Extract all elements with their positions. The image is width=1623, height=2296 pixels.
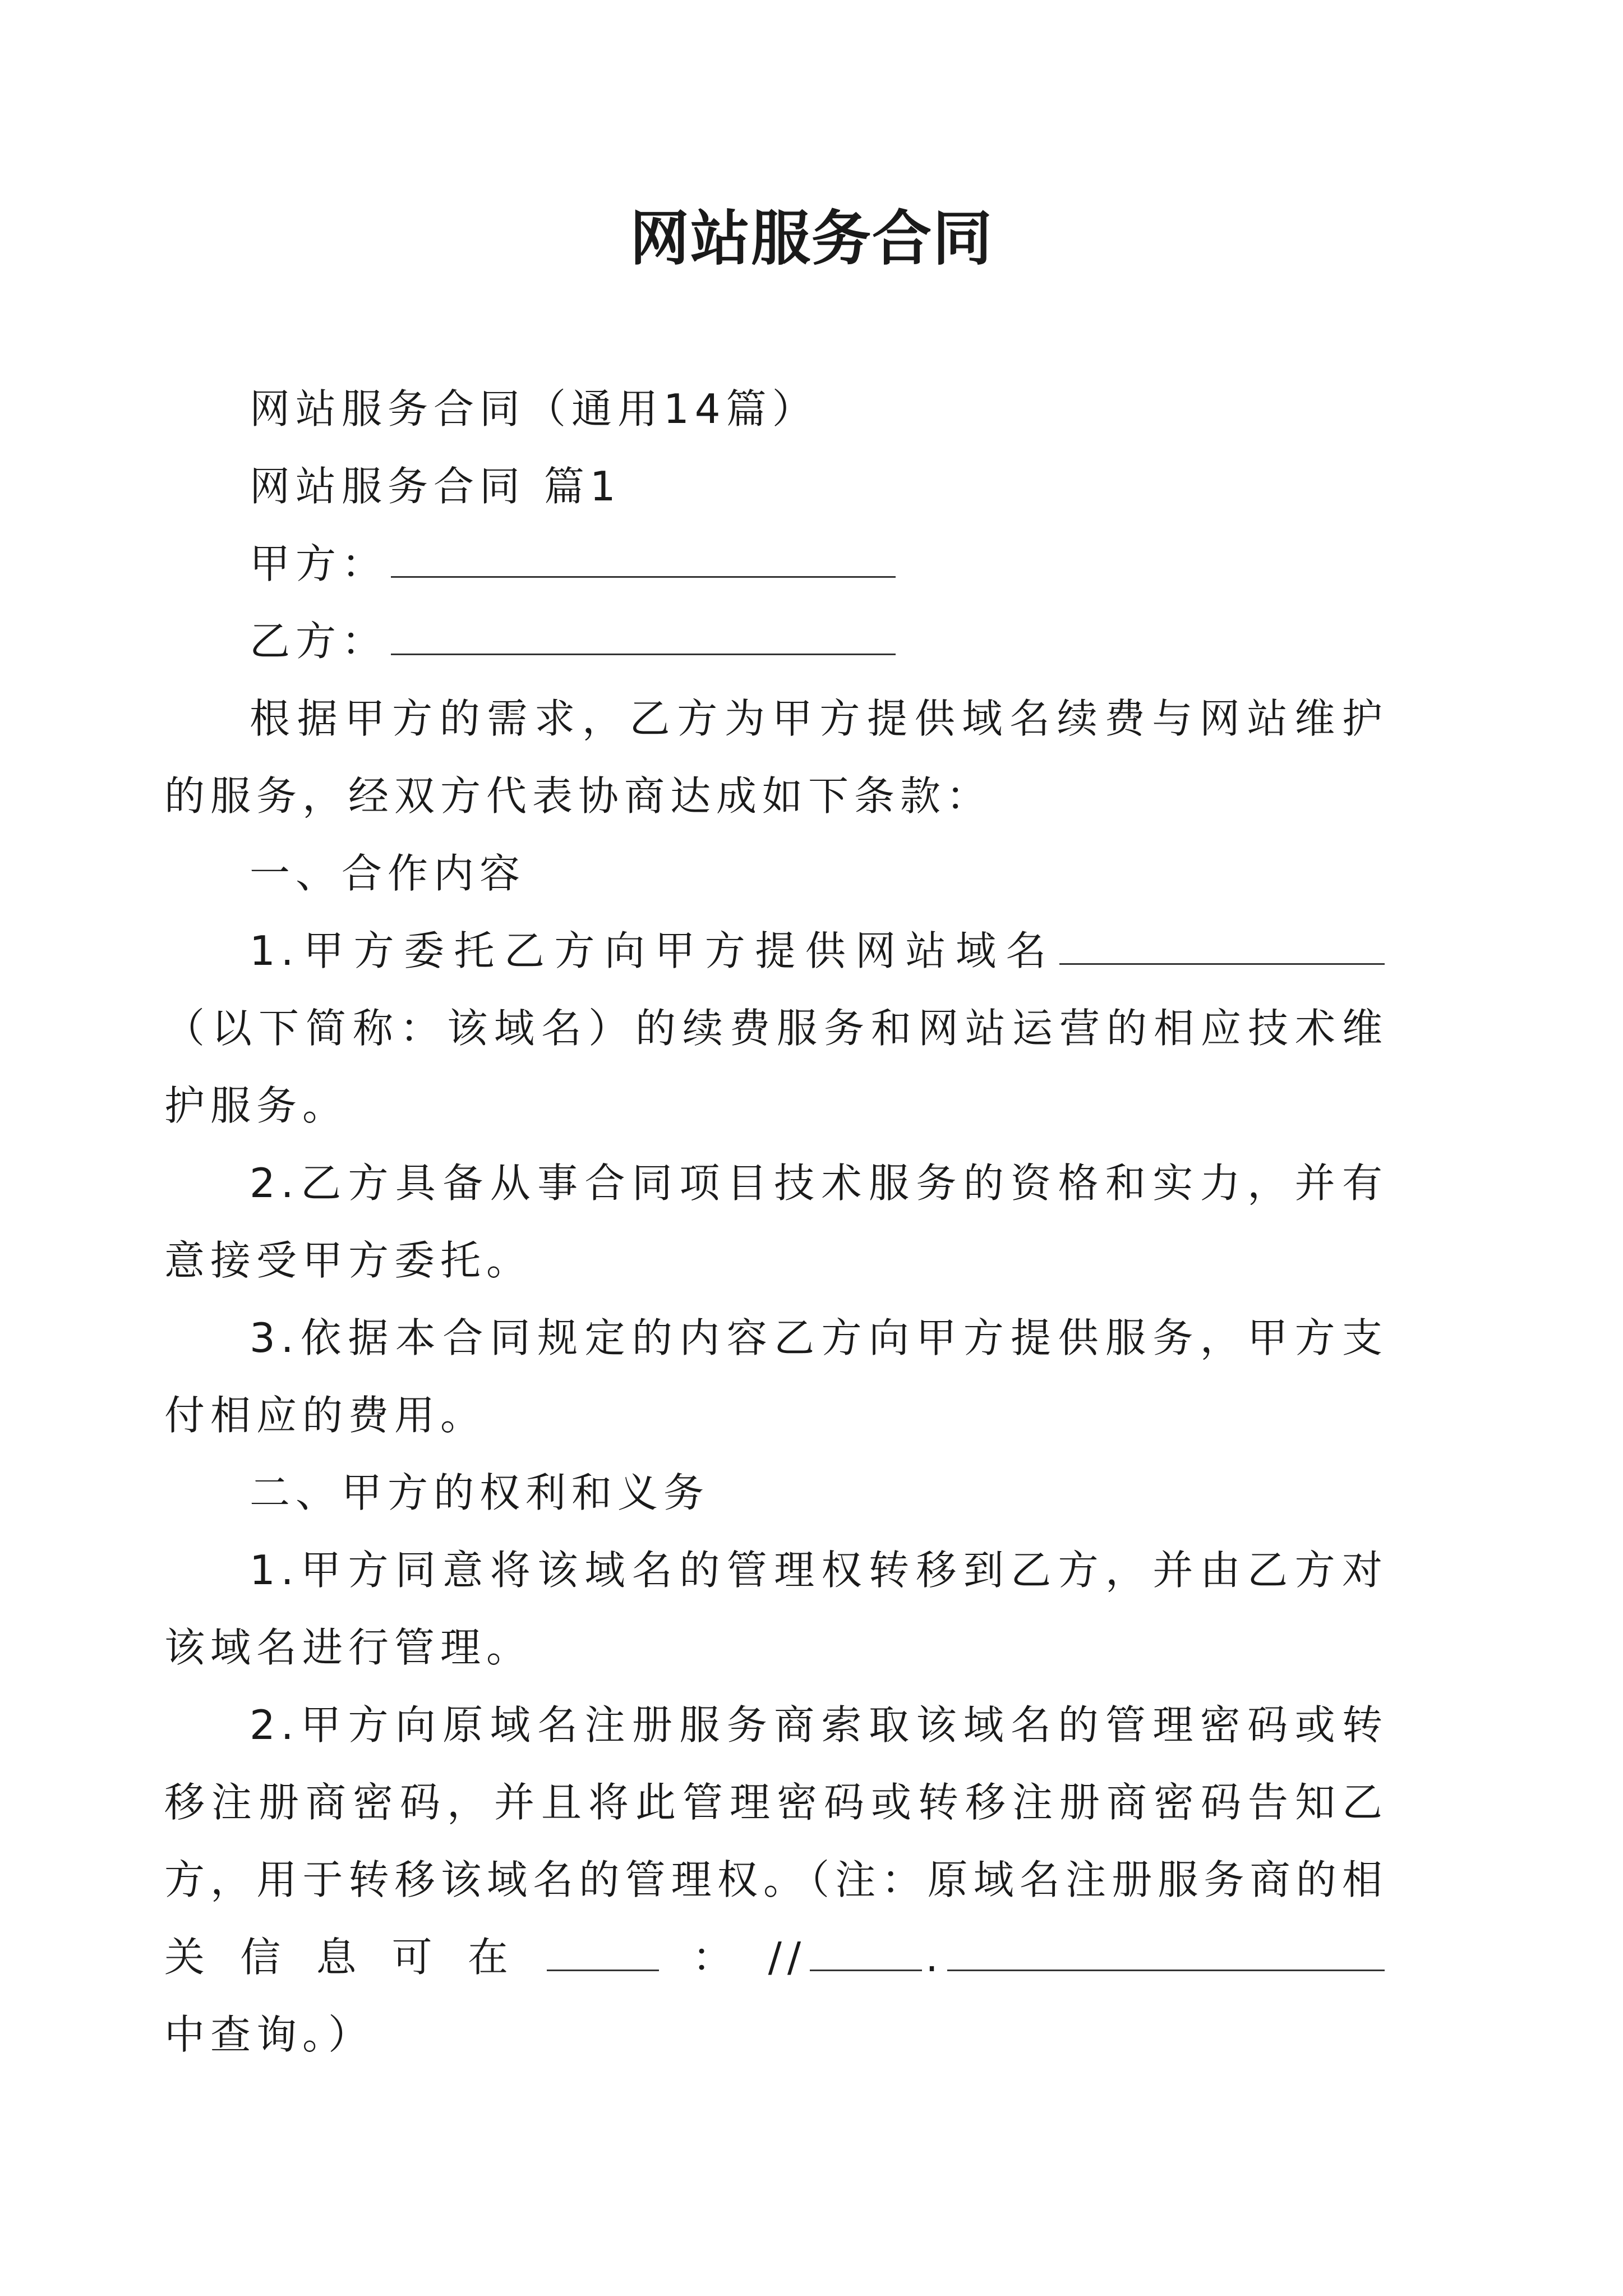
section-heading: 网站服务合同 篇1: [250, 463, 621, 510]
clause-1-1: [164, 912, 1388, 1144]
intro-paragraph: 根据甲方的需求，乙方为甲方提供域名续费与网站维护的服务，经双方代表协商达成如下条款：: [164, 695, 1388, 820]
party-b-label: 乙方：: [250, 618, 388, 665]
clause-1-1-rest: （以下简称：该域名）的续费服务和网站运营的相应技术维护服务。: [164, 1005, 1388, 1129]
clause-1-1-text: 1.甲方委托乙方向甲方提供网站域名: [250, 927, 1056, 974]
heading-party-a-rights: 二、甲方的权利和义务: [250, 1469, 710, 1516]
clause-2-2-text: 2.甲方向原域名注册服务商索取该域名的管理密码或转移注册商密码，并且将此管理密码或转移注册商密码告知乙方，用于转移该域名的管理权。（注：原域名注册服务商的相关信息可在: [164, 1701, 1388, 1981]
document-body: [164, 370, 1388, 2073]
party-b-blank: [391, 619, 896, 655]
url-blank-1: [547, 1935, 659, 1971]
clause-2-2: [164, 1686, 1388, 2073]
clause-1-2: 2.乙方具备从事合同项目技术服务的资格和实力，并有意接受甲方委托。: [164, 1159, 1388, 1284]
url-separator-2: .: [925, 1934, 944, 1981]
url-blank-2: [810, 1935, 922, 1971]
party-b-line: [250, 602, 1388, 680]
clause-1-3: 3.依据本合同规定的内容乙方向甲方提供服务，甲方支付相应的费用。: [164, 1314, 1388, 1439]
document-title: 网站服务合同: [630, 203, 993, 273]
heading-cooperation: 一、合作内容: [250, 850, 526, 897]
party-a-label: 甲方：: [250, 540, 388, 587]
domain-blank: [1059, 928, 1385, 965]
clause-2-1: 1.甲方同意将该域名的管理权转移到乙方，并由乙方对该域名进行管理。: [164, 1547, 1388, 1671]
clause-2-2-end: 中查询。）: [164, 2011, 375, 2058]
document-subtitle: 网站服务合同（通用14篇）: [250, 385, 818, 432]
url-separator-1: ：//: [662, 1934, 807, 1981]
url-blank-3: [947, 1935, 1385, 1971]
party-a-blank: [391, 541, 896, 578]
party-a-line: [250, 525, 1388, 602]
